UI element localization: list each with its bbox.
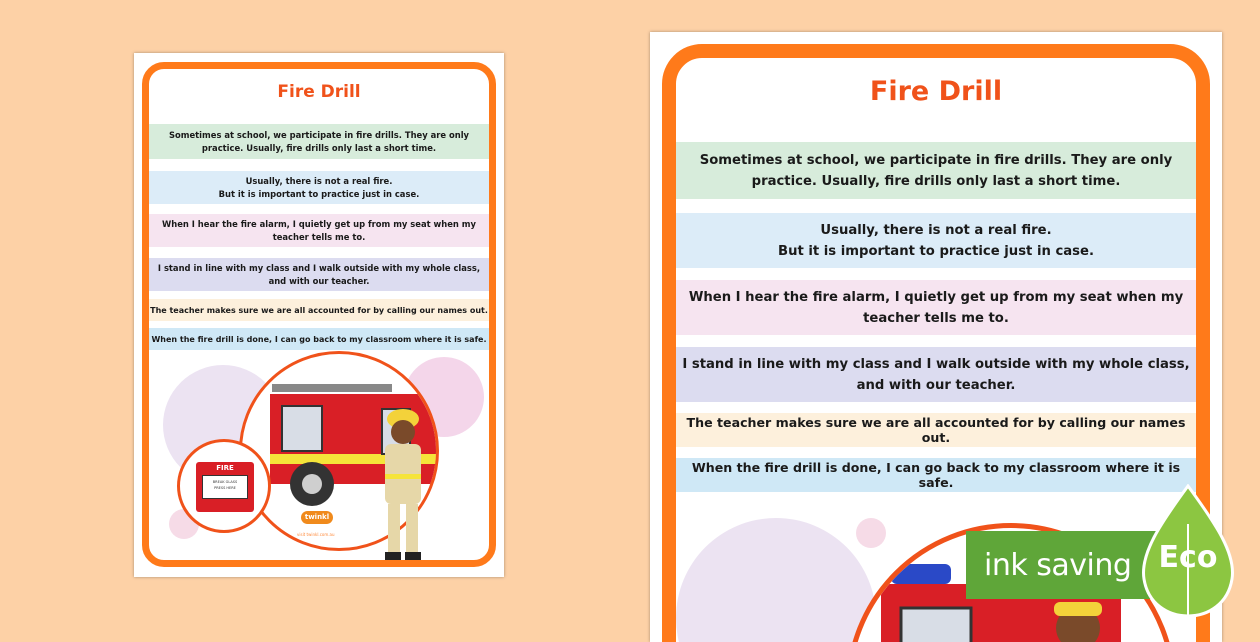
band-text: But it is important to practice just in case.	[218, 188, 420, 199]
band-text: and with our teacher.	[268, 275, 370, 286]
text-band-2	[676, 213, 1196, 268]
band-text: I stand in line with my class and I walk outside with my whole class,	[682, 356, 1190, 372]
text-band-6	[149, 328, 489, 350]
band-text: teacher tells me to.	[272, 231, 366, 242]
band-text: The teacher makes sure we are all accounted for by calling our names out.	[150, 305, 488, 315]
band-text: practice. Usually, fire drills only last a short time.	[201, 142, 437, 153]
band-text: When the fire drill is done, I can go back to my classroom where it is safe.	[691, 460, 1181, 490]
twinkl-logo: twinkl	[301, 511, 333, 524]
text-band-1	[149, 124, 489, 159]
band-text: But it is important to practice just in case.	[778, 243, 1094, 259]
band-text: I stand in line with my class and I walk outside with my whole class,	[157, 262, 481, 273]
band-text: The teacher makes sure we are all accounted for by calling our names out.	[686, 415, 1186, 445]
text-band-1	[676, 142, 1196, 199]
alarm-label: FIRE	[216, 464, 234, 472]
text-band-3	[149, 214, 489, 247]
text-band-4	[149, 258, 489, 291]
band-text: teacher tells me to.	[863, 310, 1009, 326]
text-band-2	[149, 171, 489, 204]
fire-alarm-illustration	[177, 439, 271, 533]
alarm-press-text: PRESS HERE	[214, 486, 236, 490]
band-text: When I hear the fire alarm, I quietly get up from my seat when my	[162, 218, 476, 229]
text-band-3	[676, 280, 1196, 335]
band-text: Usually, there is not a real fire.	[820, 222, 1052, 238]
band-text: Usually, there is not a real fire.	[245, 175, 393, 186]
band-text: and with our teacher.	[856, 377, 1016, 393]
ink-saving-text: ink saving	[984, 547, 1132, 583]
text-band-5	[149, 299, 489, 321]
poster-thumbnail[interactable]	[134, 53, 504, 577]
alarm-break-text: BREAK GLASS	[212, 480, 238, 484]
text-band-6	[676, 458, 1196, 492]
twinkl-url: visit twinkl.com.au	[297, 532, 335, 537]
band-text: Sometimes at school, we participate in fire drills. They are only	[168, 129, 470, 140]
poster-frame	[142, 62, 496, 567]
band-text: practice. Usually, fire drills only last a short time.	[751, 173, 1121, 189]
eco-label: Eco	[1158, 540, 1218, 575]
band-text: When the fire drill is done, I can go back to my classroom where it is safe.	[151, 334, 487, 344]
text-band-5	[676, 413, 1196, 447]
firefighter-icon	[1048, 598, 1108, 642]
alarm-glass	[202, 475, 248, 499]
text-band-4	[676, 347, 1196, 402]
decor-circle	[856, 518, 886, 548]
poster-title: Fire Drill	[869, 76, 1003, 107]
decor-circle	[676, 518, 876, 642]
band-text: Sometimes at school, we participate in fire drills. They are only	[699, 152, 1173, 168]
poster-title: Fire Drill	[277, 82, 361, 102]
band-text: When I hear the fire alarm, I quietly get up from my seat when my	[688, 289, 1184, 305]
fire-alarm-box	[196, 462, 254, 512]
firefighter-icon	[373, 404, 433, 564]
